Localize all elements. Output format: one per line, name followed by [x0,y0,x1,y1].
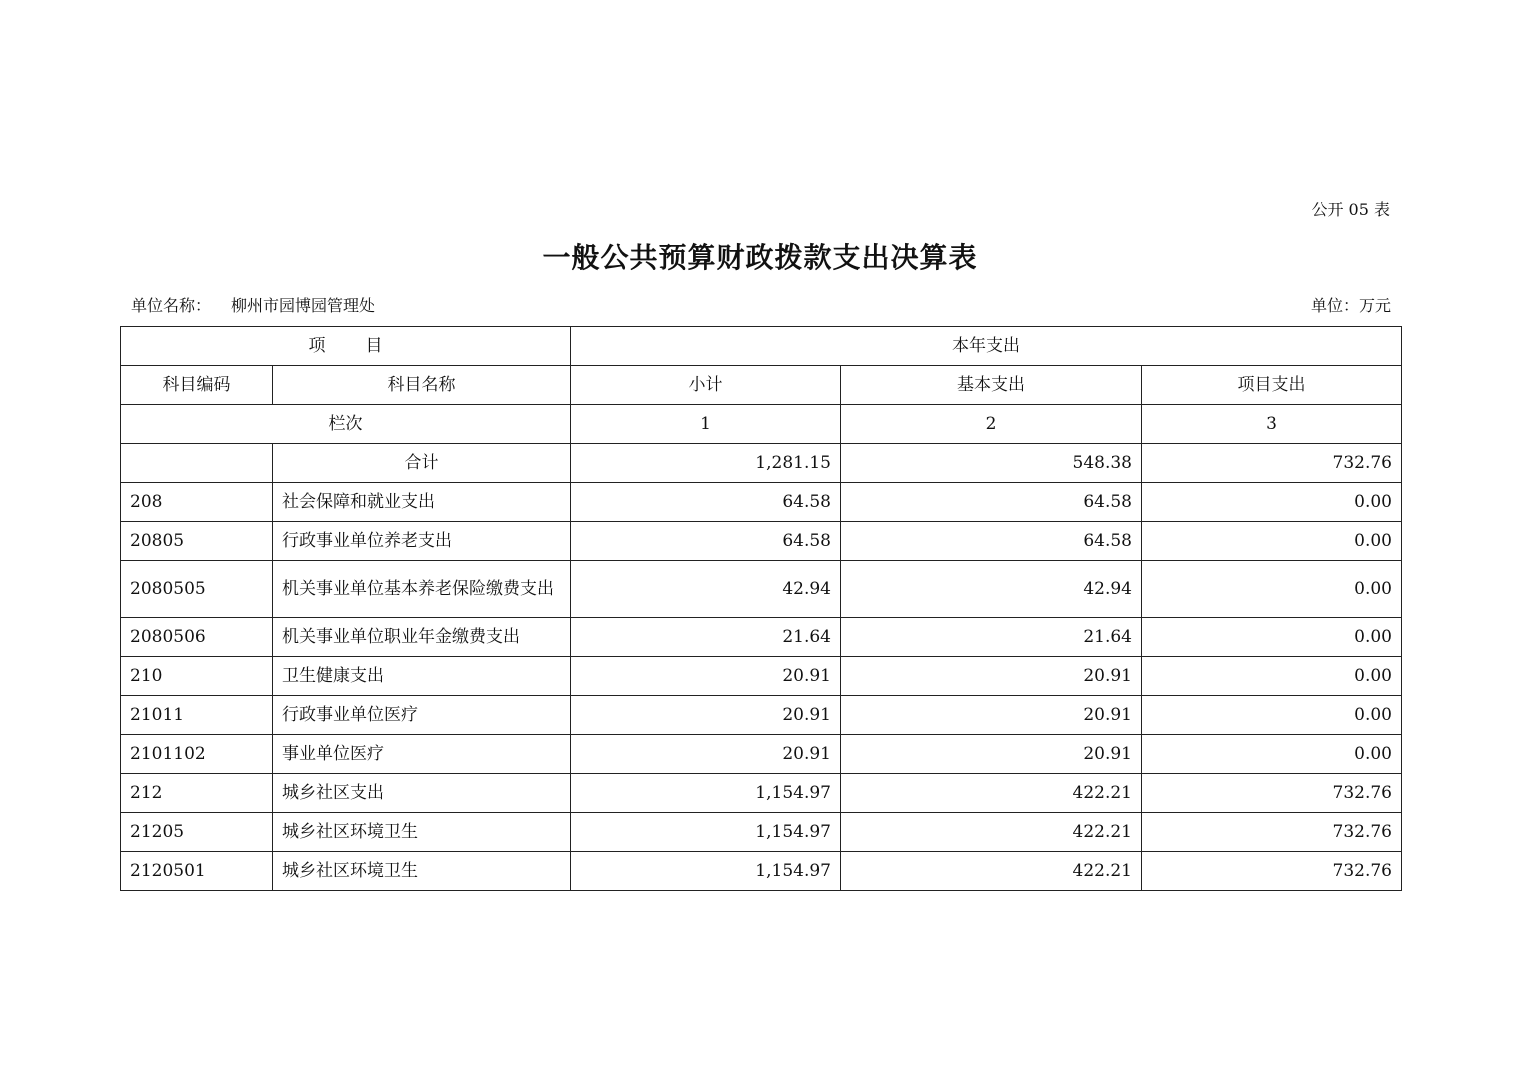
table-row [121,696,1402,735]
table-row [121,813,1402,852]
row-name: 行政事业单位医疗 [273,696,571,735]
row-subtotal: 20.91 [571,696,841,735]
row-project: 732.76 [1142,813,1402,852]
row-code: 2120501 [121,852,273,891]
header-code: 科目编码 [121,366,273,405]
row-name: 机关事业单位基本养老保险缴费支出 [273,561,571,618]
row-project: 732.76 [1142,774,1402,813]
table-row [121,852,1402,891]
row-name: 城乡社区支出 [273,774,571,813]
row-subtotal: 42.94 [571,561,841,618]
header-row-columns [121,366,1402,405]
currency-unit: 单位：万元 [1310,296,1391,315]
total-basic: 548.38 [841,444,1142,483]
row-name: 行政事业单位养老支出 [273,522,571,561]
row-basic: 20.91 [841,657,1142,696]
column-index-1: 1 [571,405,841,444]
table-row [121,561,1402,618]
column-index-2: 2 [841,405,1142,444]
total-row [121,444,1402,483]
row-basic: 422.21 [841,813,1142,852]
form-number: 公开 05 表 [1311,200,1390,219]
page-title: 一般公共预算财政拨款支出决算表 [542,241,978,274]
row-subtotal: 1,154.97 [571,852,841,891]
row-project: 0.00 [1142,483,1402,522]
row-code: 2080506 [121,618,273,657]
row-name: 机关事业单位职业年金缴费支出 [273,618,571,657]
table-row [121,618,1402,657]
table-row [121,735,1402,774]
row-basic: 64.58 [841,483,1142,522]
row-code: 20805 [121,522,273,561]
column-index-label: 栏次 [121,405,571,444]
row-basic: 64.58 [841,522,1142,561]
header-basic: 基本支出 [841,366,1142,405]
row-project: 0.00 [1142,657,1402,696]
header-subtotal: 小计 [571,366,841,405]
total-label: 合计 [273,444,571,483]
total-project: 732.76 [1142,444,1402,483]
total-subtotal: 1,281.15 [571,444,841,483]
row-subtotal: 21.64 [571,618,841,657]
row-name: 卫生健康支出 [273,657,571,696]
row-subtotal: 20.91 [571,735,841,774]
header-project [121,327,571,366]
row-code: 210 [121,657,273,696]
table-row [121,774,1402,813]
row-code: 21011 [121,696,273,735]
row-project: 0.00 [1142,618,1402,657]
row-code: 21205 [121,813,273,852]
row-code: 2101102 [121,735,273,774]
row-subtotal: 64.58 [571,483,841,522]
column-index-row [121,405,1402,444]
row-name: 社会保障和就业支出 [273,483,571,522]
row-subtotal: 1,154.97 [571,813,841,852]
column-index-3: 3 [1142,405,1402,444]
row-subtotal: 20.91 [571,657,841,696]
row-name: 城乡社区环境卫生 [273,852,571,891]
row-code: 208 [121,483,273,522]
unit-name [131,295,375,317]
row-name: 城乡社区环境卫生 [273,813,571,852]
header-project-part1: 项 [308,336,326,356]
unit-name-value: 柳州市园博园管理处 [231,296,376,315]
row-project: 0.00 [1142,735,1402,774]
row-name: 事业单位医疗 [273,735,571,774]
table-row [121,483,1402,522]
row-basic: 20.91 [841,696,1142,735]
table-row [121,657,1402,696]
row-basic: 422.21 [841,774,1142,813]
row-subtotal: 1,154.97 [571,774,841,813]
row-project: 0.00 [1142,561,1402,618]
row-project: 0.00 [1142,522,1402,561]
header-project-expenditure: 项目支出 [1142,366,1402,405]
row-basic: 42.94 [841,561,1142,618]
header-year-expenditure: 本年支出 [571,327,1402,366]
header-project-part2: 目 [365,336,383,356]
header-row-top [121,327,1402,366]
row-code: 2080505 [121,561,273,618]
header-name: 科目名称 [273,366,571,405]
row-basic: 21.64 [841,618,1142,657]
row-project: 0.00 [1142,696,1402,735]
row-subtotal: 64.58 [571,522,841,561]
expenditure-table [120,326,1402,891]
table-row [121,522,1402,561]
row-code: 212 [121,774,273,813]
row-project: 732.76 [1142,852,1402,891]
unit-name-label: 单位名称： [131,296,212,315]
report-meta [131,295,1391,317]
row-basic: 20.91 [841,735,1142,774]
total-code-cell [121,444,273,483]
row-basic: 422.21 [841,852,1142,891]
